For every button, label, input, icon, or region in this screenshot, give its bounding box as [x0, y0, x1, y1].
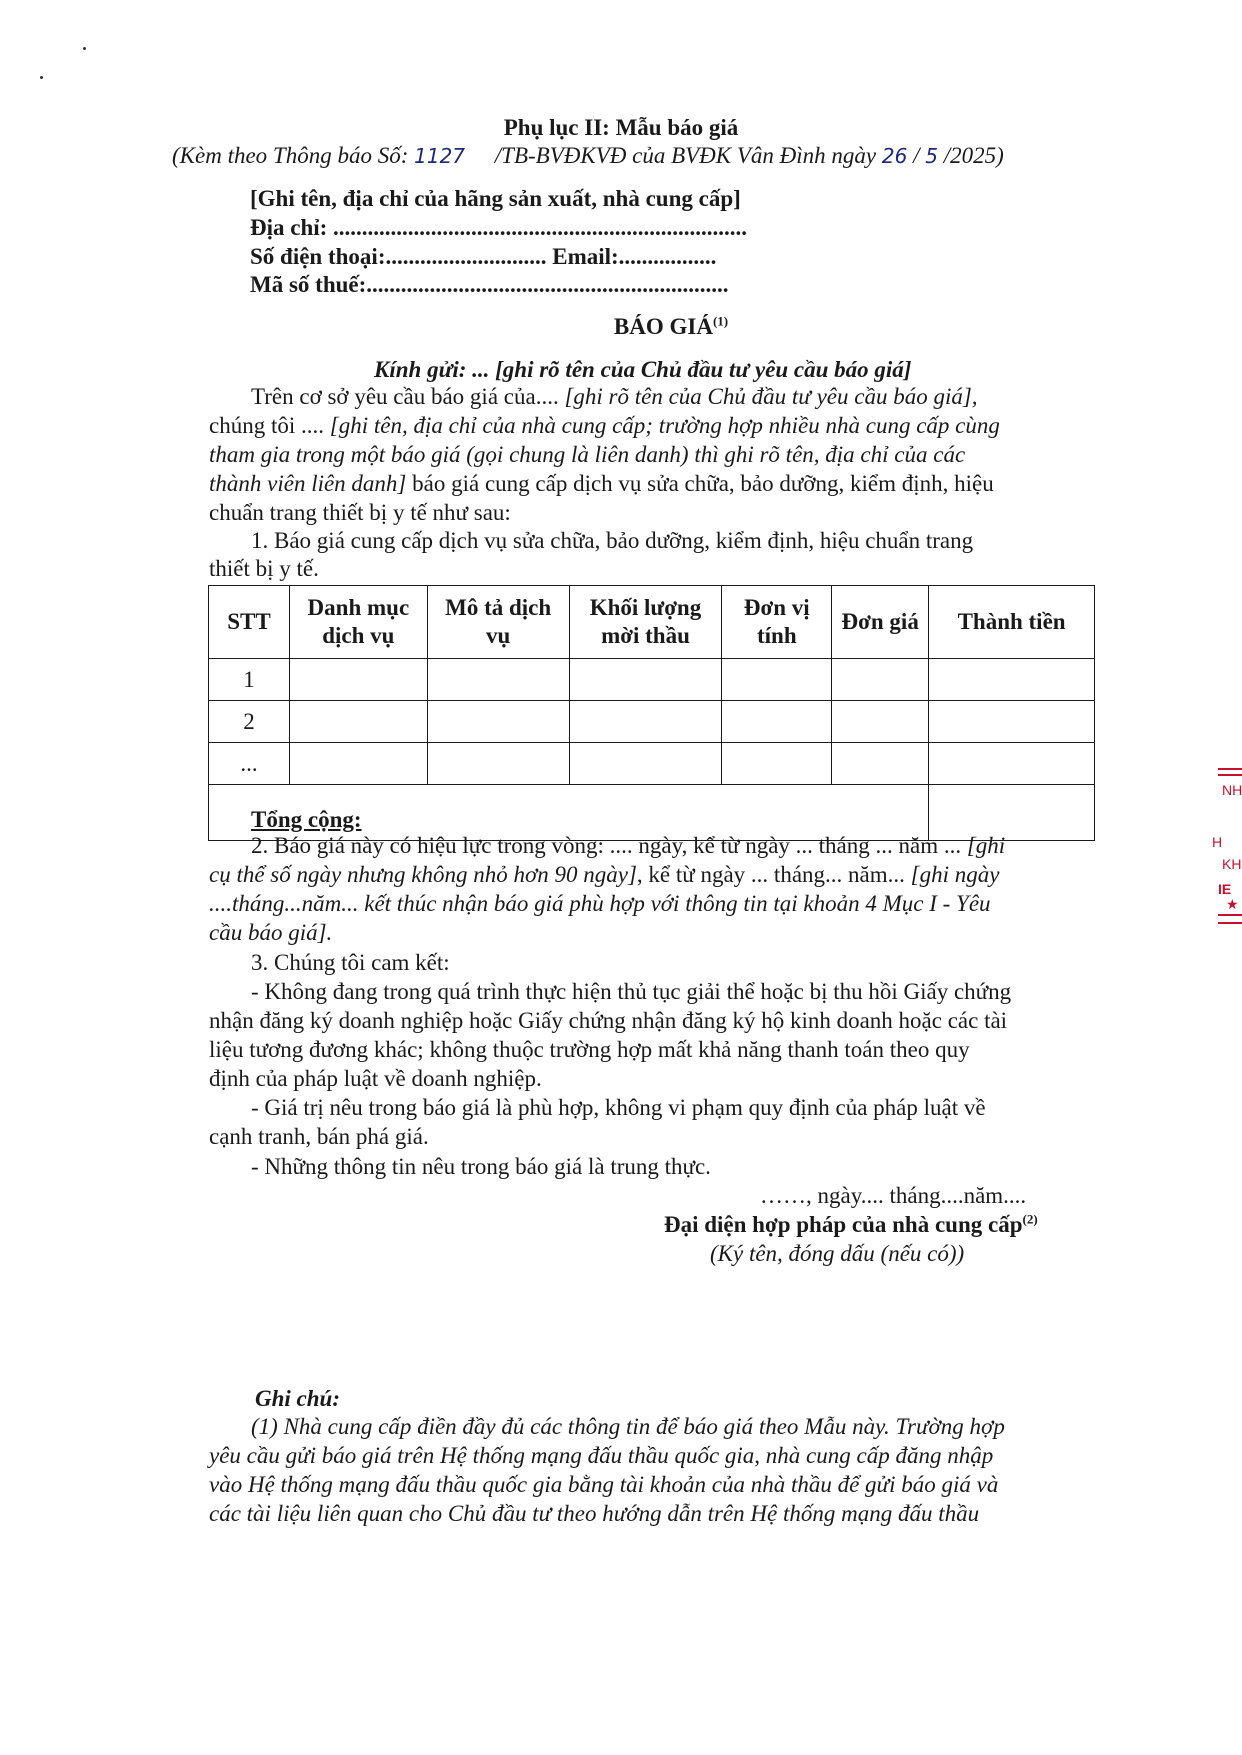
- stamp-border: [1218, 768, 1242, 770]
- header-amount: Thành tiền: [929, 586, 1095, 659]
- note-1-line-2: yêu cầu gửi báo giá trên Hệ thống mạng đấu thầu quốc gia, nhà cung cấp đăng nhập: [209, 1443, 994, 1468]
- table-row: [209, 701, 1095, 743]
- section3-title: 3. Chúng tôi cam kết:: [251, 950, 450, 975]
- signature-representative: Đại diện hợp pháp của nhà cung cấp$^{(2)}$: [664, 1211, 1038, 1237]
- table-cell: [569, 701, 722, 743]
- total-label: Tổng cộng:: [209, 785, 929, 841]
- table-cell: [427, 659, 569, 701]
- header-service-list: Danh mục dịch vụ: [289, 586, 427, 659]
- intro-line-5: chuẩn trang thiết bị y tế như sau:: [209, 500, 511, 525]
- header-unit: Đơn vị tính: [722, 586, 832, 659]
- intro-line-3: tham gia trong một báo giá (gọi chung là liên danh) thì ghi rõ tên, địa chỉ của các: [209, 442, 966, 467]
- table-cell: [832, 743, 929, 785]
- tax-code-field: Mã số thuế:...............................................................: [250, 272, 729, 297]
- row-stt: 1: [209, 659, 290, 701]
- table-header-row: [209, 586, 1095, 659]
- header-unit-price: Đơn giá: [832, 586, 929, 659]
- intro-line-4: thành viên liên danh] báo giá cung cấp dịch vụ sửa chữa, bảo dưỡng, kiểm định, hiệu: [209, 471, 994, 496]
- intro-line-2: chúng tôi .... [ghi tên, địa chỉ của nhà cung cấp; trường hợp nhiều nhà cung cấp cùng: [209, 413, 1000, 438]
- table-cell: [289, 743, 427, 785]
- commitment-1-line-1: - Không đang trong quá trình thực hiện thủ tục giải thể hoặc bị thu hồi Giấy chứng: [251, 979, 1012, 1004]
- stamp-text: IE: [1218, 881, 1232, 897]
- row-stt: 2: [209, 701, 290, 743]
- commitment-2-line-1: - Giá trị nêu trong báo giá là phù hợp, không vi phạm quy định của pháp luật về: [251, 1095, 986, 1120]
- section2-line-2: cụ thể số ngày nhưng không nhỏ hơn 90 ngày], kể từ ngày ... tháng... năm... [ghi ngày: [209, 862, 1000, 887]
- commitment-1-line-4: định của pháp luật về doanh nghiệp.: [209, 1066, 542, 1091]
- table-cell: [289, 659, 427, 701]
- header-service-desc: Mô tả dịch vụ: [427, 586, 569, 659]
- commitment-2-line-2: cạnh tranh, bán phá giá.: [209, 1124, 429, 1149]
- table-cell: [929, 701, 1095, 743]
- table-row: [209, 659, 1095, 701]
- quote-title: BÁO GIÁ$^{(1)}$: [613, 313, 729, 339]
- table-cell: [427, 743, 569, 785]
- table-cell: [722, 659, 832, 701]
- stamp-text: H: [1212, 834, 1223, 850]
- table-cell: [722, 701, 832, 743]
- header-quantity: Khối lượng mời thầu: [569, 586, 722, 659]
- signature-note: (Ký tên, đóng dấu (nếu có)): [710, 1241, 965, 1266]
- table-cell: [929, 659, 1095, 701]
- address-field: Địa chỉ: ........................................................................: [250, 215, 748, 240]
- commitment-1-line-3: liệu tương đương khác; không thuộc trường hợp mất khả năng thanh toán theo quy: [209, 1037, 970, 1062]
- appendix-subtitle: (Kèm theo Thông báo Số: 1127 /TB-BVĐKVĐ của BVĐK Vân Đình ngày 26 / 5 /2025): [172, 143, 1004, 168]
- section2-line-1: 2. Báo giá này có hiệu lực trong vòng: .... ngày, kể từ ngày ... tháng ... năm ... [ghi: [251, 833, 1006, 858]
- scan-speck: [83, 47, 86, 50]
- footnote-marker: (2): [1022, 1211, 1038, 1227]
- footnote-marker: (1): [712, 313, 729, 329]
- table-cell: [427, 701, 569, 743]
- stamp-text: NH: [1222, 782, 1242, 798]
- table-cell: [289, 701, 427, 743]
- appendix-title: Phụ lục II: Mẫu báo giá: [503, 115, 739, 140]
- table-cell: [832, 701, 929, 743]
- handwritten-day: 26: [881, 144, 908, 168]
- commitment-1-line-2: nhận đăng ký doanh nghiệp hoặc Giấy chứng nhận đăng ký hộ kinh doanh hoặc các tài: [209, 1008, 1008, 1033]
- stamp-border: [1218, 774, 1242, 776]
- red-stamp-fragment: [1208, 768, 1242, 928]
- handwritten-doc-number: 1127: [414, 144, 466, 168]
- quote-table: [208, 585, 1095, 841]
- stamp-text: KH: [1222, 856, 1242, 872]
- table-cell: [569, 743, 722, 785]
- note-1-line-1: (1) Nhà cung cấp điền đầy đủ các thông tin để báo giá theo Mẫu này. Trường hợp: [251, 1414, 1005, 1439]
- note-1-line-4: các tài liệu liên quan cho Chủ đầu tư theo hướng dẫn trên Hệ thống mạng đấu thầu: [209, 1501, 980, 1526]
- commitment-3: - Những thông tin nêu trong báo giá là trung thực.: [251, 1154, 711, 1179]
- stamp-border: [1218, 914, 1242, 916]
- handwritten-month: 5: [925, 144, 938, 168]
- section1-line-2: thiết bị y tế.: [209, 556, 319, 581]
- stamp-border: [1218, 922, 1242, 924]
- recipient-line: Kính gửi: ... [ghi rõ tên của Chủ đầu tư yêu cầu báo giá]: [374, 357, 912, 382]
- section2-line-4: cầu báo giá].: [209, 920, 333, 945]
- intro-line-1: Trên cơ sở yêu cầu báo giá của.... [ghi rõ tên của Chủ đầu tư yêu cầu báo giá],: [251, 384, 978, 409]
- section1-line-1: 1. Báo giá cung cấp dịch vụ sửa chữa, bảo dưỡng, kiểm định, hiệu chuẩn trang: [251, 528, 974, 553]
- scan-speck: [40, 76, 43, 79]
- header-stt: STT: [209, 586, 290, 659]
- signature-date: ……, ngày.... tháng....năm....: [760, 1183, 1027, 1208]
- row-stt: ...: [209, 743, 290, 785]
- notes-title: Ghi chú:: [255, 1386, 340, 1411]
- table-cell: [722, 743, 832, 785]
- note-1-line-3: vào Hệ thống mạng đấu thầu quốc gia bằng tài khoản của nhà thầu để gửi báo giá và: [209, 1472, 999, 1497]
- star-icon: ★: [1226, 896, 1239, 912]
- table-cell: [929, 743, 1095, 785]
- section2-line-3: ....tháng...năm... kết thúc nhận báo giá phù hợp với thông tin tại khoản 4 Mục I - Yêu: [209, 891, 991, 916]
- table-cell: [832, 659, 929, 701]
- table-cell: [569, 659, 722, 701]
- phone-email-field: Số điện thoại:............................ Email:.................: [250, 244, 717, 269]
- supplier-heading: [Ghi tên, địa chỉ của hãng sản xuất, nhà cung cấp]: [250, 186, 741, 211]
- table-row: [209, 743, 1095, 785]
